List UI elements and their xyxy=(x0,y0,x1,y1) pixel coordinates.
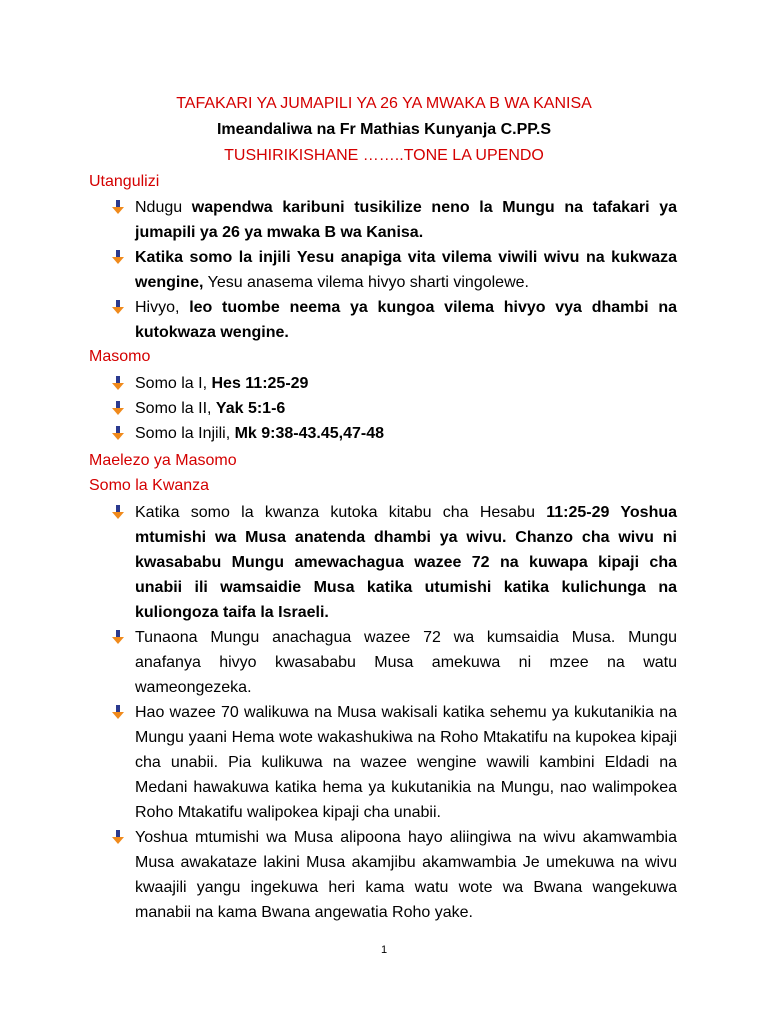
section-heading-maelezo: Maelezo ya Masomo xyxy=(89,452,237,469)
list-item: Hivyo, leo tuombe neema ya kungoa vilema hivyo vya dhambi na kutokwaza wengine. xyxy=(112,295,677,345)
list-item: Hao wazee 70 walikuwa na Musa wakisali katika sehemu ya kukutanikia na Mungu yaani Hema wote wakashukiwa na Roho Mtakatifu na kupokea kipaji cha unabii. Pia kulikuwa na wazee wengine wawili kambini Eldadi na Medani hawakuwa katika hema ya kukutanikia na Mungu, nao walimpokea Roho Mtakatifu walipokea kipaji cha unabii. xyxy=(112,700,677,825)
arrow-bullet-icon xyxy=(112,505,124,519)
section-heading-utangulizi: Utangulizi xyxy=(89,173,160,190)
arrow-bullet-icon xyxy=(112,376,124,390)
list-item: Somo la I, Hes 11:25-29 xyxy=(112,371,677,396)
arrow-bullet-icon xyxy=(112,426,124,440)
list-item: Tunaona Mungu anachagua wazee 72 wa kumsaidia Musa. Mungu anafanya hivyo kwasababu Musa amekuwa ni mzee na watu wameongezeka. xyxy=(112,625,677,700)
arrow-bullet-icon xyxy=(112,830,124,844)
document-title: TAFAKARI YA JUMAPILI YA 26 YA MWAKA B WA KANISA xyxy=(176,95,592,112)
section-heading-masomo: Masomo xyxy=(89,348,151,365)
arrow-bullet-icon xyxy=(112,630,124,644)
document-motto: TUSHIRIKISHANE ……..TONE LA UPENDO xyxy=(224,147,544,164)
list-item: Yoshua mtumishi wa Musa alipoona hayo aliingiwa na wivu akamwambia Musa awakataze lakini Musa akamjibu akamwambia Je umekuwa na wivu kwaajili yangu ingekuwa heri kama watu wote wa Bwana wangekuwa manabii na kama Bwana angewatia Roho yake. xyxy=(112,825,677,925)
document-author: Imeandaliwa na Fr Mathias Kunyanja C.PP.S xyxy=(216,121,552,138)
section-heading-somo-la-kwanza: Somo la Kwanza xyxy=(89,477,210,494)
arrow-bullet-icon xyxy=(112,300,124,314)
arrow-bullet-icon xyxy=(112,401,124,415)
list-item: Somo la II, Yak 5:1-6 xyxy=(112,396,677,421)
arrow-bullet-icon xyxy=(112,250,124,264)
list-item: Katika somo la kwanza kutoka kitabu cha Hesabu 11:25-29 Yoshua mtumishi wa Musa anatenda dhambi ya wivu. Chanzo cha wivu ni kwasababu Mungu amewachagua wazee 72 na kuwapa kipaji cha unabii ili wamsaidie Musa katika utumishi katika kulichunga na kuliongoza taifa la Israeli. xyxy=(112,500,677,625)
page-number: 1 xyxy=(380,944,388,956)
arrow-bullet-icon xyxy=(112,200,124,214)
list-item: Somo la Injili, Mk 9:38-43.45,47-48 xyxy=(112,421,677,446)
arrow-bullet-icon xyxy=(112,705,124,719)
list-item: Katika somo la injili Yesu anapiga vita vilema viwili wivu na kukwaza wengine, Yesu anasema vilema hivyo sharti vingolewe. xyxy=(112,245,677,295)
list-item: Ndugu wapendwa karibuni tusikilize neno la Mungu na tafakari ya jumapili ya 26 ya mwaka B wa Kanisa. xyxy=(112,195,677,245)
